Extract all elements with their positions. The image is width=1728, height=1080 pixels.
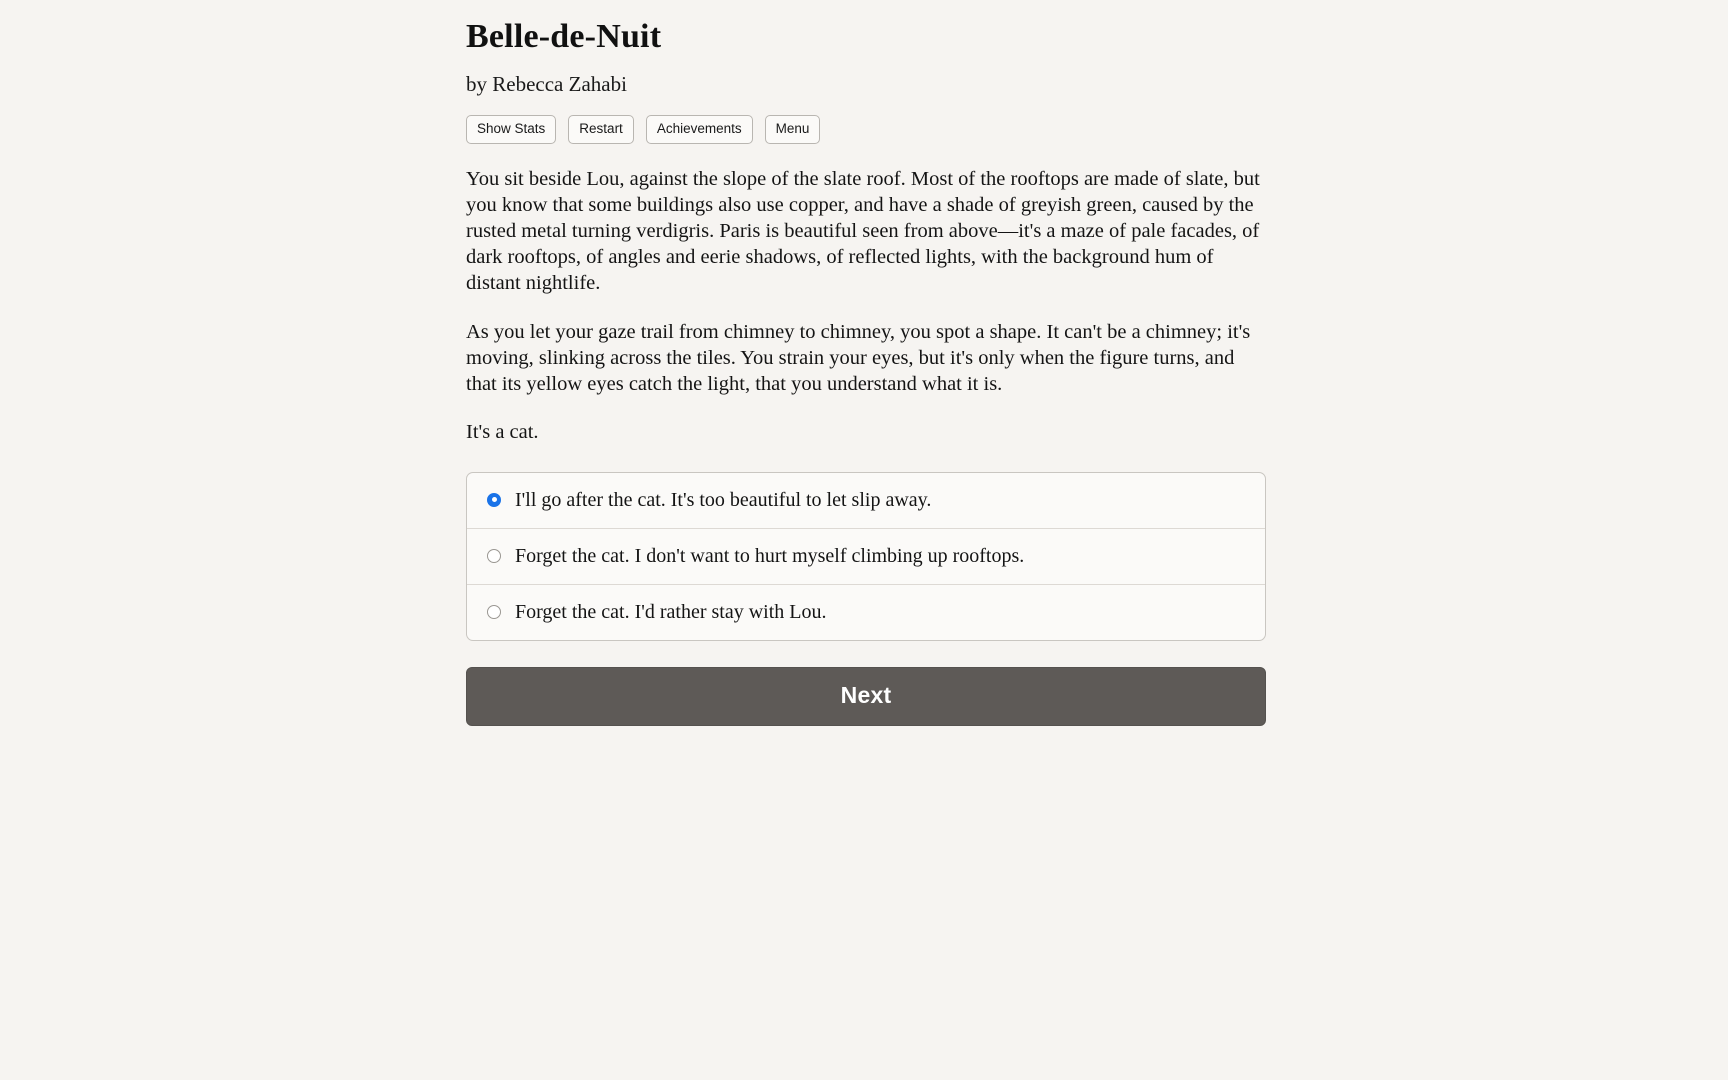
page-title: Belle-de-Nuit	[466, 18, 662, 55]
next-button[interactable]: Next	[466, 667, 1266, 726]
choice-label: I'll go after the cat. It's too beautiful to let slip away.	[515, 488, 932, 511]
radio-icon[interactable]	[487, 493, 501, 507]
restart-button[interactable]: Restart	[568, 115, 634, 144]
radio-icon[interactable]	[487, 605, 501, 619]
show-stats-button[interactable]: Show Stats	[466, 115, 556, 144]
toolbar	[466, 115, 1266, 144]
author-byline: by Rebecca Zahabi	[466, 72, 627, 96]
choice-option[interactable]	[467, 473, 1265, 529]
choice-option[interactable]	[467, 529, 1265, 585]
menu-button[interactable]: Menu	[765, 115, 821, 144]
choice-label: Forget the cat. I'd rather stay with Lou.	[515, 600, 827, 623]
choice-option[interactable]	[467, 585, 1265, 640]
story-paragraph: As you let your gaze trail from chimney to chimney, you spot a shape. It can't be a chimney; it's moving, slinking across the tiles. You strain your eyes, but it's only when the figure turns, and that its yellow eyes catch the light, that you understand what it is.	[466, 320, 1251, 396]
achievements-button[interactable]: Achievements	[646, 115, 753, 144]
story-text	[466, 166, 1266, 446]
story-paragraph: It's a cat.	[466, 421, 539, 444]
story-container	[466, 18, 1266, 726]
story-paragraph: You sit beside Lou, against the slope of the slate roof. Most of the rooftops are made of slate, but you know that some buildings also use copper, and have a shade of greyish green, caused by the rusted metal turning verdigris. Paris is beautiful seen from above—it's a maze of pale facades, of dark rooftops, of angles and eerie shadows, of reflected lights, with the background hum of distant nightlife.	[466, 167, 1260, 295]
choice-list	[466, 472, 1266, 641]
radio-icon[interactable]	[487, 549, 501, 563]
choice-label: Forget the cat. I don't want to hurt myself climbing up rooftops.	[515, 544, 1025, 567]
